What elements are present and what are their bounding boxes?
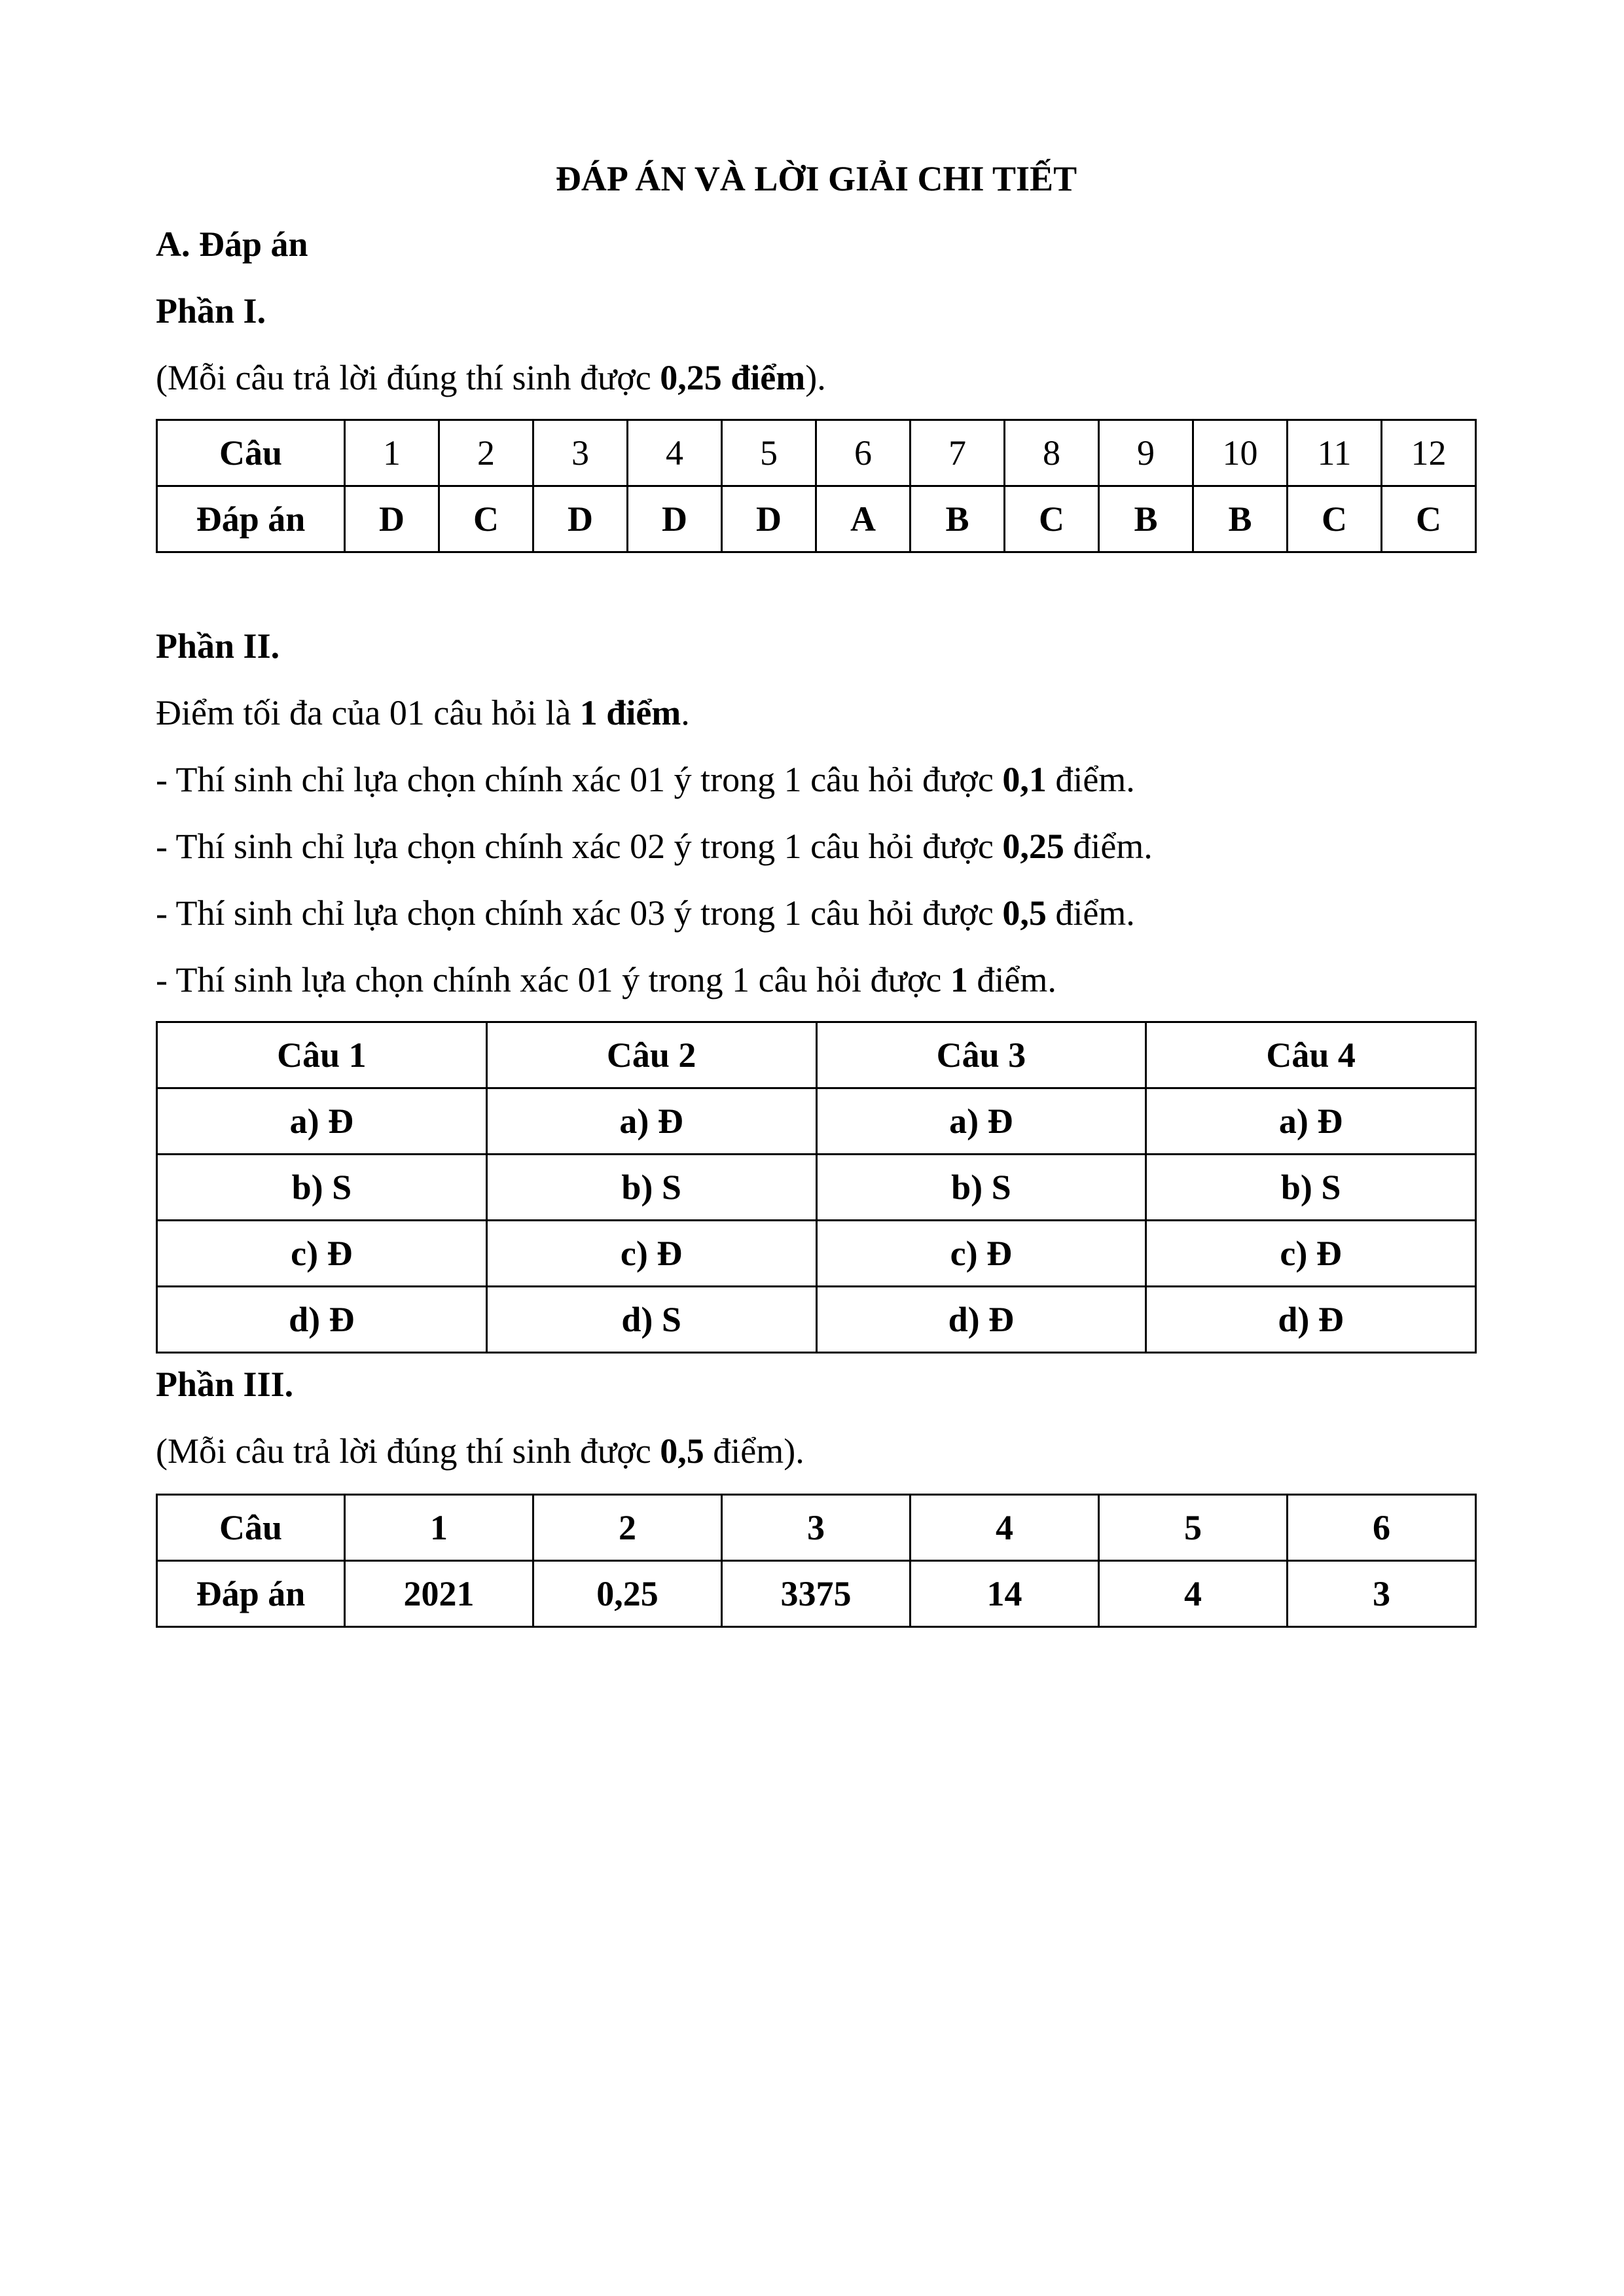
question-cell: 5 bbox=[1099, 1495, 1288, 1561]
answer-cell: C bbox=[439, 486, 533, 552]
rule-bold: 0,1 bbox=[1002, 760, 1047, 799]
rule-prefix: - Thí sinh chỉ lựa chọn chính xác 02 ý trong 1 câu hỏi được bbox=[156, 827, 1003, 866]
question-cell: 5 bbox=[722, 420, 816, 486]
answer-cell: 2021 bbox=[345, 1561, 533, 1627]
answer-cell: 0,25 bbox=[533, 1561, 722, 1627]
part1-note-bold: 0,25 điểm bbox=[660, 358, 806, 397]
question-cell: 6 bbox=[1288, 1495, 1476, 1561]
column-header: Câu 3 bbox=[816, 1022, 1146, 1088]
rule-bold: 1 bbox=[950, 960, 968, 999]
table-row bbox=[157, 1287, 1476, 1353]
table-row bbox=[157, 486, 1476, 552]
answer-cell: c) Đ bbox=[486, 1221, 816, 1287]
page-title: ĐÁP ÁN VÀ LỜI GIẢI CHI TIẾT bbox=[555, 159, 1077, 198]
question-cell: 7 bbox=[911, 420, 1005, 486]
part2-heading: Phần II. bbox=[156, 626, 280, 666]
part3-answer-table bbox=[156, 1494, 1477, 1628]
answer-cell: a) Đ bbox=[486, 1088, 816, 1155]
row-label: Đáp án bbox=[157, 486, 345, 552]
answer-cell: C bbox=[1288, 486, 1382, 552]
answer-cell: C bbox=[1382, 486, 1476, 552]
question-cell: 2 bbox=[533, 1495, 722, 1561]
part2-intro-prefix: Điểm tối đa của 01 câu hỏi là bbox=[156, 693, 580, 732]
question-cell: 11 bbox=[1288, 420, 1382, 486]
rule-prefix: - Thí sinh lựa chọn chính xác 01 ý trong 1 câu hỏi được bbox=[156, 960, 950, 999]
answer-cell: c) Đ bbox=[816, 1221, 1146, 1287]
rule-bold: 0,25 bbox=[1002, 827, 1064, 866]
question-cell: 3 bbox=[722, 1495, 911, 1561]
part1-note bbox=[156, 355, 826, 401]
column-header: Câu 4 bbox=[1146, 1022, 1476, 1088]
answer-cell: d) S bbox=[486, 1287, 816, 1353]
answer-cell: 3375 bbox=[722, 1561, 911, 1627]
question-cell: 1 bbox=[345, 1495, 533, 1561]
part3-note-prefix: (Mỗi câu trả lời đúng thí sinh được bbox=[156, 1431, 660, 1471]
answer-cell: b) S bbox=[816, 1155, 1146, 1221]
answer-cell: d) Đ bbox=[157, 1287, 487, 1353]
answer-cell: a) Đ bbox=[1146, 1088, 1476, 1155]
rule-suffix: điểm. bbox=[1046, 760, 1135, 799]
answer-cell: b) S bbox=[1146, 1155, 1476, 1221]
question-cell: 4 bbox=[911, 1495, 1099, 1561]
question-cell: 4 bbox=[628, 420, 722, 486]
part2-intro-bold: 1 điểm bbox=[579, 693, 681, 732]
answer-cell: 3 bbox=[1288, 1561, 1476, 1627]
table-row bbox=[157, 1155, 1476, 1221]
table-row bbox=[157, 1221, 1476, 1287]
part2-rule bbox=[156, 757, 1135, 802]
table-row bbox=[157, 1495, 1476, 1561]
rule-suffix: điểm. bbox=[967, 960, 1056, 999]
answer-cell: 14 bbox=[911, 1561, 1099, 1627]
answer-cell: d) Đ bbox=[816, 1287, 1146, 1353]
question-cell: 8 bbox=[1005, 420, 1099, 486]
table-row bbox=[157, 1561, 1476, 1627]
rule-bold: 0,5 bbox=[1002, 893, 1047, 933]
rule-suffix: điểm. bbox=[1046, 893, 1135, 933]
part3-note-suffix: điểm). bbox=[704, 1431, 804, 1471]
part1-heading: Phần I. bbox=[156, 291, 266, 331]
answer-cell: b) S bbox=[486, 1155, 816, 1221]
answer-cell: a) Đ bbox=[157, 1088, 487, 1155]
row-label: Đáp án bbox=[157, 1561, 345, 1627]
rule-prefix: - Thí sinh chỉ lựa chọn chính xác 01 ý trong 1 câu hỏi được bbox=[156, 760, 1003, 799]
answer-cell: 4 bbox=[1099, 1561, 1288, 1627]
answer-cell: B bbox=[1099, 486, 1193, 552]
question-cell: 12 bbox=[1382, 420, 1476, 486]
part2-rule bbox=[156, 890, 1135, 936]
question-cell: 2 bbox=[439, 420, 533, 486]
row-label: Câu bbox=[157, 1495, 345, 1561]
answer-cell: D bbox=[628, 486, 722, 552]
part1-note-suffix: ). bbox=[805, 358, 826, 397]
part2-rule bbox=[156, 823, 1153, 869]
rule-suffix: điểm. bbox=[1064, 827, 1153, 866]
part2-answer-table bbox=[156, 1021, 1477, 1354]
answer-cell: B bbox=[1193, 486, 1288, 552]
question-cell: 1 bbox=[345, 420, 439, 486]
question-cell: 3 bbox=[533, 420, 628, 486]
answer-cell: a) Đ bbox=[816, 1088, 1146, 1155]
part2-intro bbox=[156, 690, 690, 736]
table-row bbox=[157, 1088, 1476, 1155]
part3-note bbox=[156, 1428, 804, 1474]
answer-cell: b) S bbox=[157, 1155, 487, 1221]
answer-cell: A bbox=[816, 486, 911, 552]
question-cell: 9 bbox=[1099, 420, 1193, 486]
part2-rule bbox=[156, 957, 1056, 1003]
part3-note-bold: 0,5 bbox=[660, 1431, 704, 1471]
part3-heading: Phần III. bbox=[156, 1365, 294, 1404]
answer-cell: D bbox=[722, 486, 816, 552]
question-cell: 6 bbox=[816, 420, 911, 486]
column-header: Câu 1 bbox=[157, 1022, 487, 1088]
rule-prefix: - Thí sinh chỉ lựa chọn chính xác 03 ý trong 1 câu hỏi được bbox=[156, 893, 1003, 933]
column-header: Câu 2 bbox=[486, 1022, 816, 1088]
question-cell: 10 bbox=[1193, 420, 1288, 486]
part2-intro-suffix: . bbox=[681, 693, 690, 732]
row-label: Câu bbox=[157, 420, 345, 486]
answer-cell: B bbox=[911, 486, 1005, 552]
answer-cell: d) Đ bbox=[1146, 1287, 1476, 1353]
answer-cell: c) Đ bbox=[1146, 1221, 1476, 1287]
answer-cell: D bbox=[533, 486, 628, 552]
answer-cell: D bbox=[345, 486, 439, 552]
part1-answer-table bbox=[156, 419, 1477, 553]
table-header-row bbox=[157, 1022, 1476, 1088]
answer-cell: c) Đ bbox=[157, 1221, 487, 1287]
part1-note-prefix: (Mỗi câu trả lời đúng thí sinh được bbox=[156, 358, 660, 397]
section-a-heading: A. Đáp án bbox=[156, 224, 308, 264]
answer-cell: C bbox=[1005, 486, 1099, 552]
table-row bbox=[157, 420, 1476, 486]
